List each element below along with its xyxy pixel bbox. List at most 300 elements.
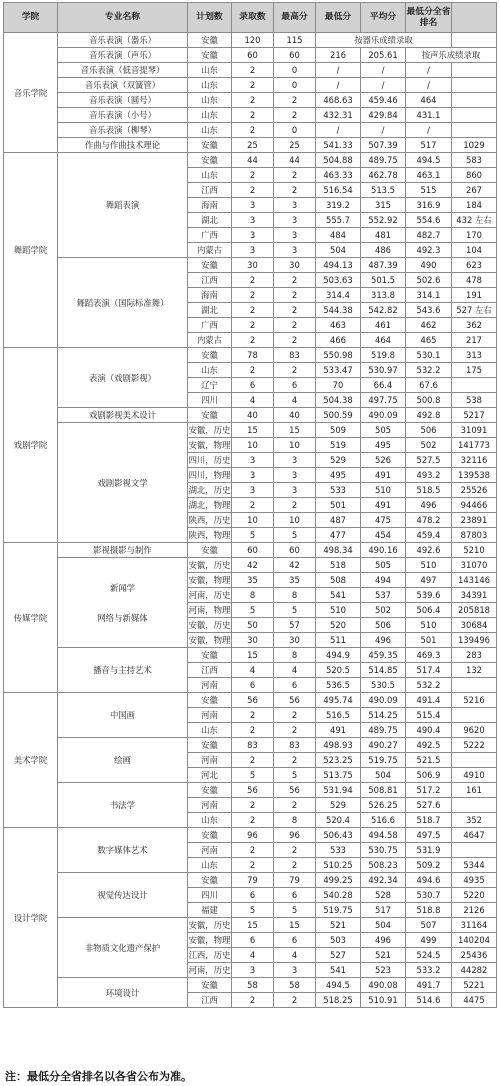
admitted-count-cell: 3 [274,213,316,228]
admitted-count-cell: 6 [274,933,316,948]
province-cell: 陕西，历史 [188,513,232,528]
plan-count-cell: 3 [232,453,274,468]
plan-count-cell: 56 [232,783,274,798]
plan-count-cell: 2 [232,993,274,1008]
admission-note-cell: 按声乐成绩录取 [406,48,497,63]
plan-count-cell: 30 [232,633,274,648]
max-score-cell: 477 [316,528,361,543]
admitted-count-cell: 79 [274,873,316,888]
plan-count-cell: 2 [232,843,274,858]
min-score-cell: 514.25 [361,708,406,723]
province-cell: 安徽，历史 [188,558,232,573]
admitted-count-cell: 8 [274,588,316,603]
province-cell: 山东 [188,78,232,93]
min-score-cell: 510.91 [361,993,406,1008]
plan-count-cell: 4 [232,393,274,408]
avg-score-cell: 521.5 [406,753,452,768]
avg-score-cell: 459.4 [406,528,452,543]
plan-count-cell: 5 [232,768,274,783]
max-score-cell: 319.2 [316,198,361,213]
avg-score-cell: 490.4 [406,723,452,738]
max-score-cell: 70 [316,378,361,393]
rank-cell: 140204 [452,933,497,948]
avg-score-cell: / [406,63,452,78]
plan-count-cell: 2 [232,93,274,108]
admitted-count-cell: 10 [274,513,316,528]
major-cell: 音乐表演（器乐） [58,33,188,48]
admitted-count-cell: 44 [274,153,316,168]
max-score-cell: 504.38 [316,393,361,408]
major-cell: 环境设计 [58,978,188,1008]
table-row [4,738,497,753]
rank-cell [452,123,497,138]
rank-cell: 87803 [452,528,497,543]
min-score-cell: 475 [361,513,406,528]
rank-cell [452,78,497,93]
min-score-cell: 519.75 [361,753,406,768]
province-cell: 河南，历史 [188,588,232,603]
plan-count-cell: 15 [232,423,274,438]
min-score-cell: / [361,63,406,78]
province-cell: 安徽，物理 [188,573,232,588]
max-score-cell: 503.63 [316,273,361,288]
rank-cell: 104 [452,243,497,258]
max-score-cell: 509 [316,423,361,438]
avg-score-cell: 469.3 [406,648,452,663]
avg-score-cell: 492.6 [406,543,452,558]
province-cell: 河南，物理 [188,603,232,618]
province-cell: 安徽 [188,543,232,558]
avg-score-cell: / [406,123,452,138]
min-score-cell: 513.5 [361,183,406,198]
rank-cell: 170 [452,228,497,243]
province-cell: 内蒙古 [188,333,232,348]
admission-sheet [0,2,500,1086]
rank-cell: 217 [452,333,497,348]
province-cell: 江西 [188,183,232,198]
plan-count-cell: 2 [232,318,274,333]
admitted-count-cell: 15 [274,423,316,438]
max-score-cell: 463 [316,318,361,333]
province-cell: 广西 [188,318,232,333]
avg-score-cell: 515 [406,183,452,198]
min-score-cell: 526 [361,453,406,468]
avg-score-cell: 501 [406,633,452,648]
plan-count-cell: 6 [232,378,274,393]
plan-count-cell: 30 [232,258,274,273]
max-score-cell: 521 [316,918,361,933]
plan-count-cell: 35 [232,573,274,588]
min-score-cell: 205.61 [361,48,406,63]
province-cell: 安徽 [188,138,232,153]
max-score-cell: / [316,78,361,93]
avg-score-cell: 493.2 [406,468,452,483]
avg-score-cell: 463.1 [406,168,452,183]
table-row [4,258,497,273]
min-score-cell: 481 [361,228,406,243]
min-score-cell: 505 [361,423,406,438]
rank-cell: 31091 [452,423,497,438]
admitted-count-cell: 2 [274,858,316,873]
province-cell: 山东 [188,363,232,378]
plan-count-cell: 79 [232,873,274,888]
rank-cell [452,708,497,723]
min-score-cell: 462.78 [361,168,406,183]
min-score-cell: 496 [361,933,406,948]
major-cell: 绘画 [58,738,188,783]
admitted-count-cell: 30 [274,258,316,273]
admitted-count-cell: 115 [274,33,316,48]
avg-score-cell: 316.9 [406,198,452,213]
rank-cell: 5216 [452,693,497,708]
max-score-cell: 520.5 [316,663,361,678]
max-score-cell: 529 [316,798,361,813]
admitted-count-cell: 83 [274,348,316,363]
province-cell: 安徽，历史 [188,423,232,438]
province-cell: 安徽 [188,978,232,993]
admitted-count-cell: 0 [274,63,316,78]
college-cell: 设计学院 [4,828,58,1008]
rank-cell: 9620 [452,723,497,738]
rank-cell: 5221 [452,978,497,993]
avg-score-cell: 518.5 [406,483,452,498]
avg-score-cell: 494.6 [406,873,452,888]
admitted-count-cell: 35 [274,573,316,588]
province-cell: 安徽 [188,783,232,798]
table-row [4,873,497,888]
admitted-count-cell: 96 [274,828,316,843]
min-score-cell: 486 [361,243,406,258]
admitted-count-cell: 4 [274,663,316,678]
header-cell: 录取数 [232,3,274,33]
plan-count-cell: 2 [232,798,274,813]
rank-cell [452,678,497,693]
max-score-cell: 531.94 [316,783,361,798]
rank-cell [452,63,497,78]
min-score-cell: 491 [361,468,406,483]
min-score-cell: 504 [361,918,406,933]
max-score-cell: 495 [316,468,361,483]
admitted-count-cell: 3 [274,198,316,213]
rank-cell: 32116 [452,453,497,468]
province-cell: 安徽 [188,648,232,663]
province-cell: 安徽 [188,348,232,363]
plan-count-cell: 2 [232,708,274,723]
admitted-count-cell: 8 [274,648,316,663]
avg-score-cell: 532.2 [406,363,452,378]
major-cell: 视觉传达设计 [58,873,188,918]
avg-score-cell: 506.4 [406,603,452,618]
max-score-cell: 494.13 [316,258,361,273]
rank-cell: 362 [452,318,497,333]
plan-count-cell: 2 [232,123,274,138]
avg-score-cell: 524.5 [406,948,452,963]
max-score-cell: 516.5 [316,708,361,723]
header-cell: 最低分 [316,3,361,33]
rank-cell: 4910 [452,768,497,783]
province-cell: 安徽，物理 [188,933,232,948]
province-cell: 江西 [188,663,232,678]
max-score-cell: / [316,63,361,78]
admitted-count-cell: 2 [274,753,316,768]
min-score-cell: 492.34 [361,873,406,888]
rank-cell: 432 左右 [452,213,497,228]
plan-count-cell: 2 [232,273,274,288]
plan-count-cell: 3 [232,483,274,498]
min-score-cell: 459.35 [361,648,406,663]
admitted-count-cell: 83 [274,738,316,753]
min-score-cell: 508.81 [361,783,406,798]
admitted-count-cell: 2 [274,273,316,288]
college-cell: 传媒学院 [4,543,58,693]
min-score-cell: 504 [361,768,406,783]
table-row [4,693,497,708]
plan-count-cell: 4 [232,663,274,678]
plan-count-cell: 2 [232,183,274,198]
plan-count-cell: 96 [232,828,274,843]
min-score-cell: 516.6 [361,813,406,828]
avg-score-cell: 464 [406,93,452,108]
min-score-cell: 494.58 [361,828,406,843]
rank-cell: 161 [452,783,497,798]
plan-count-cell: 40 [232,408,274,423]
rank-cell: 94466 [452,498,497,513]
table-row [4,33,497,48]
avg-score-cell: 491.4 [406,693,452,708]
admitted-count-cell: 40 [274,408,316,423]
province-cell: 山东 [188,168,232,183]
avg-score-cell: 497.5 [406,828,452,843]
max-score-cell: 468.63 [316,93,361,108]
max-score-cell: 533 [316,483,361,498]
table-row [4,648,497,663]
admitted-count-cell: 4 [274,393,316,408]
rank-cell: 205818 [452,603,497,618]
rank-cell: 527 左右 [452,303,497,318]
province-cell: 山东 [188,123,232,138]
table-row [4,423,497,438]
major-cell: 舞蹈表演 [58,153,188,258]
min-score-cell: 490.09 [361,408,406,423]
max-score-cell: 523.25 [316,753,361,768]
admitted-count-cell: 2 [274,363,316,378]
major-cell: 舞蹈表演（国际标准舞） [58,258,188,348]
plan-count-cell: 2 [232,78,274,93]
min-score-cell: 530.97 [361,363,406,378]
avg-score-cell: 506 [406,423,452,438]
province-cell: 安徽，历史 [188,918,232,933]
table-row [4,408,497,423]
plan-count-cell: 6 [232,888,274,903]
rank-cell: 184 [452,198,497,213]
avg-score-cell: 491.7 [406,978,452,993]
admitted-count-cell: 42 [274,558,316,573]
avg-score-cell: 497 [406,573,452,588]
avg-score-cell: 527.5 [406,453,452,468]
college-cell: 舞蹈学院 [4,153,58,348]
province-cell: 江西 [188,993,232,1008]
min-score-cell: 537 [361,588,406,603]
major-cell: 中国画 [58,693,188,738]
plan-count-cell: 15 [232,648,274,663]
admitted-count-cell: 0 [274,123,316,138]
avg-score-cell: 492.8 [406,408,452,423]
plan-count-cell: 2 [232,363,274,378]
province-cell: 四川，历史 [188,453,232,468]
rank-cell: 139538 [452,468,497,483]
province-cell: 山东 [188,63,232,78]
admitted-count-cell: 15 [274,918,316,933]
plan-count-cell: 50 [232,618,274,633]
max-score-cell: 520 [316,618,361,633]
header-cell: 专业名称 [58,3,188,33]
admitted-count-cell: 25 [274,138,316,153]
province-cell: 海南 [188,288,232,303]
rank-cell: 313 [452,348,497,363]
plan-count-cell: 2 [232,858,274,873]
table-row [4,918,497,933]
avg-score-cell: 543.6 [406,303,452,318]
header-cell: 最低分全省排名 [406,3,452,33]
admission-note-cell: 按器乐成绩录取 [316,33,452,48]
max-score-cell: 511 [316,633,361,648]
max-score-cell: 544.38 [316,303,361,318]
table-row [4,93,497,108]
province-cell: 湖北，物理 [188,498,232,513]
plan-count-cell: 3 [232,963,274,978]
province-cell: 广西 [188,228,232,243]
province-cell: 河南 [188,798,232,813]
rank-cell: 34391 [452,588,497,603]
min-score-cell: 552.92 [361,213,406,228]
avg-score-cell: 533.2 [406,963,452,978]
avg-score-cell: 527.6 [406,798,452,813]
max-score-cell: 533 [316,843,361,858]
rank-cell: 31070 [452,558,497,573]
max-score-cell: 314.4 [316,288,361,303]
min-score-cell: 496 [361,633,406,648]
table-row [4,543,497,558]
min-score-cell: 491 [361,498,406,513]
avg-score-cell: 492.5 [406,738,452,753]
plan-count-cell: 8 [232,588,274,603]
admitted-count-cell: 2 [274,333,316,348]
province-cell: 陕西，物理 [188,528,232,543]
rank-cell: 191 [452,288,497,303]
province-cell: 安徽 [188,693,232,708]
province-cell: 安徽 [188,48,232,63]
major-cell: 表演（戏剧影视） [58,348,188,408]
min-score-cell: 510 [361,483,406,498]
min-score-cell: 459.46 [361,93,406,108]
admitted-count-cell: 6 [274,378,316,393]
major-cell: 播音与主持艺术 [58,648,188,693]
max-score-cell: 484 [316,228,361,243]
province-cell: 安徽，物理 [188,633,232,648]
plan-count-cell: 58 [232,978,274,993]
rank-cell [452,93,497,108]
admitted-count-cell: 2 [274,288,316,303]
major-cell: 音乐表演（双簧管） [58,78,188,93]
rank-cell [452,108,497,123]
avg-score-cell: 492.3 [406,243,452,258]
rank-cell [452,843,497,858]
rank-cell: 5222 [452,738,497,753]
admitted-count-cell: 3 [274,468,316,483]
header-cell [452,3,497,33]
province-cell: 安徽 [188,873,232,888]
province-cell: 福建 [188,903,232,918]
min-score-cell: 508.23 [361,858,406,873]
province-cell: 安徽，物理 [188,438,232,453]
min-score-cell: 507.39 [361,138,406,153]
rank-cell: 538 [452,393,497,408]
plan-count-cell: 15 [232,918,274,933]
admitted-count-cell: 2 [274,498,316,513]
min-score-cell: 528 [361,888,406,903]
plan-count-cell: 2 [232,723,274,738]
max-score-cell: 487 [316,513,361,528]
major-cell: 书法学 [58,783,188,828]
min-score-cell: 506 [361,618,406,633]
admitted-count-cell: 2 [274,93,316,108]
min-score-cell: 495 [361,438,406,453]
min-score-cell: 454 [361,528,406,543]
plan-count-cell: 60 [232,48,274,63]
province-cell: 山东 [188,813,232,828]
admitted-count-cell: 2 [274,108,316,123]
max-score-cell: 555.7 [316,213,361,228]
province-cell: 四川，物理 [188,468,232,483]
province-cell: 安徽 [188,408,232,423]
rank-cell: 5210 [452,543,497,558]
admitted-count-cell: 2 [274,183,316,198]
min-score-cell: 514.85 [361,663,406,678]
admitted-count-cell: 6 [274,888,316,903]
admitted-count-cell: 30 [274,633,316,648]
major-cell: 新闻学 网络与新媒体 [58,558,188,648]
admitted-count-cell: 57 [274,618,316,633]
plan-count-cell: 56 [232,693,274,708]
major-cell: 音乐表演（声乐） [58,48,188,63]
plan-count-cell: 2 [232,813,274,828]
plan-count-cell: 10 [232,438,274,453]
table-row [4,48,497,63]
rank-cell: 2126 [452,903,497,918]
rank-cell: 4475 [452,993,497,1008]
admitted-count-cell: 5 [274,903,316,918]
rank-cell: 25526 [452,483,497,498]
province-cell: 山东 [188,108,232,123]
max-score-cell: 501 [316,498,361,513]
admitted-count-cell: 3 [274,228,316,243]
min-score-cell: 501.5 [361,273,406,288]
admitted-count-cell: 3 [274,963,316,978]
admitted-count-cell: 2 [274,993,316,1008]
plan-count-cell: 2 [232,63,274,78]
max-score-cell: 513.75 [316,768,361,783]
avg-score-cell: 539.6 [406,588,452,603]
rank-cell: 139496 [452,633,497,648]
avg-score-cell: 510 [406,558,452,573]
province-cell: 湖北 [188,303,232,318]
major-cell: 音乐表演（柳琴） [58,123,188,138]
max-score-cell: 466 [316,333,361,348]
table-row [4,78,497,93]
avg-score-cell: 532.2 [406,678,452,693]
min-score-cell: / [361,123,406,138]
avg-score-cell: 517.4 [406,663,452,678]
